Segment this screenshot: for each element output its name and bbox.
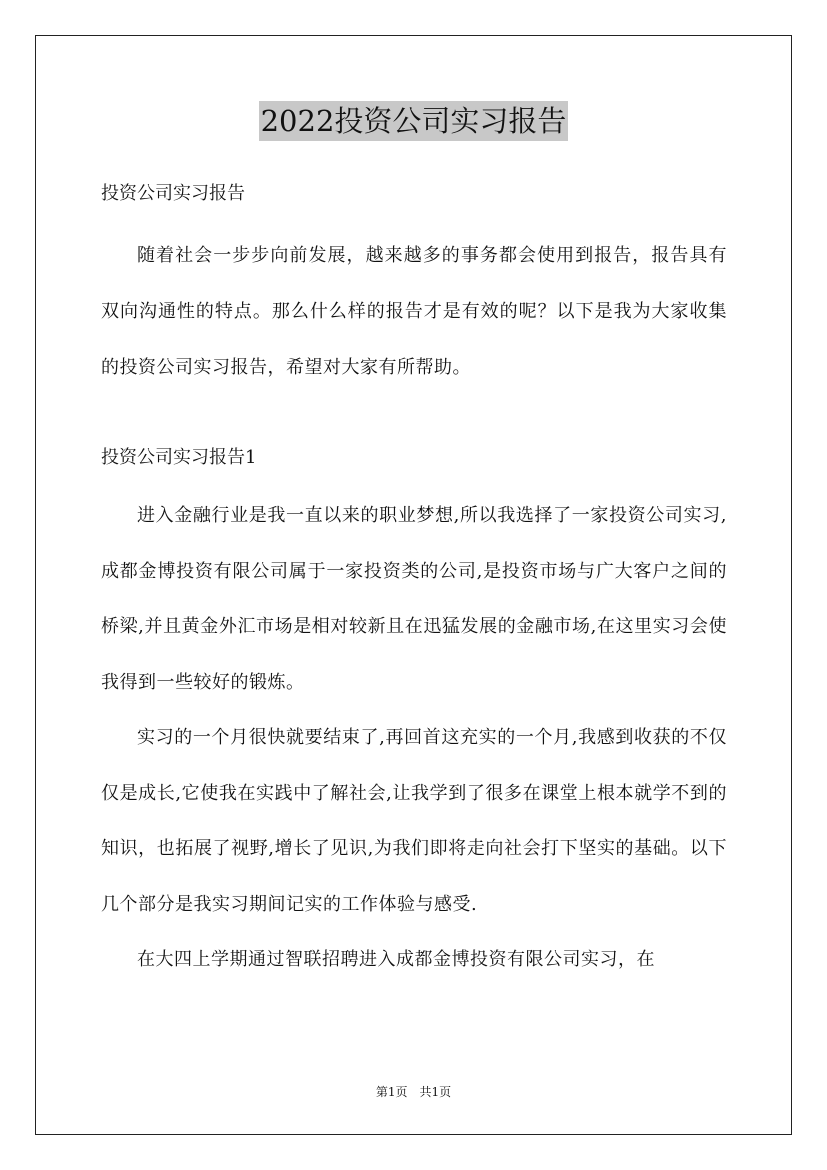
body-paragraph-2: 实习的一个月很快就要结束了,再回首这充实的一个月,我感到收获的不仅仅是成长,它使我在实践中了解社会,让我学到了很多在课堂上根本就学不到的知识，也拓展了视野,增长了见识,为我们即将走向社会打下坚实的基础。以下几个部分是我实习期间记实的工作体验与感受. bbox=[101, 727, 727, 915]
document-body bbox=[101, 172, 727, 988]
subheading-report-1: 投资公司实习报告1 bbox=[101, 447, 257, 468]
body-paragraph-3: 在大四上学期通过智联招聘进入成都金博投资有限公司实习，在 bbox=[137, 949, 655, 970]
document-title: 2022投资公司实习报告 bbox=[259, 101, 569, 141]
intro-paragraph: 随着社会一步步向前发展，越来越多的事务都会使用到报告，报告具有双向沟通性的特点。那么什么样的报告才是有效的呢？以下是我为大家收集的投资公司实习报告，希望对大家有所帮助。 bbox=[101, 245, 727, 378]
body-paragraph-1: 进入金融行业是我一直以来的职业梦想,所以我选择了一家投资公司实习,成都金博投资有限公司属于一家投资类的公司,是投资市场与广大客户之间的桥梁,并且黄金外汇市场是相对较新且在迅猛发展的金融市场,在这里实习会使我得到一些较好的锻炼。 bbox=[101, 505, 727, 693]
subheading-report: 投资公司实习报告 bbox=[101, 183, 245, 204]
title-area bbox=[0, 101, 827, 141]
page-number-current: 第1页 bbox=[375, 1085, 408, 1099]
page-number-total: 共1页 bbox=[419, 1085, 452, 1099]
page-footer bbox=[0, 1084, 827, 1100]
